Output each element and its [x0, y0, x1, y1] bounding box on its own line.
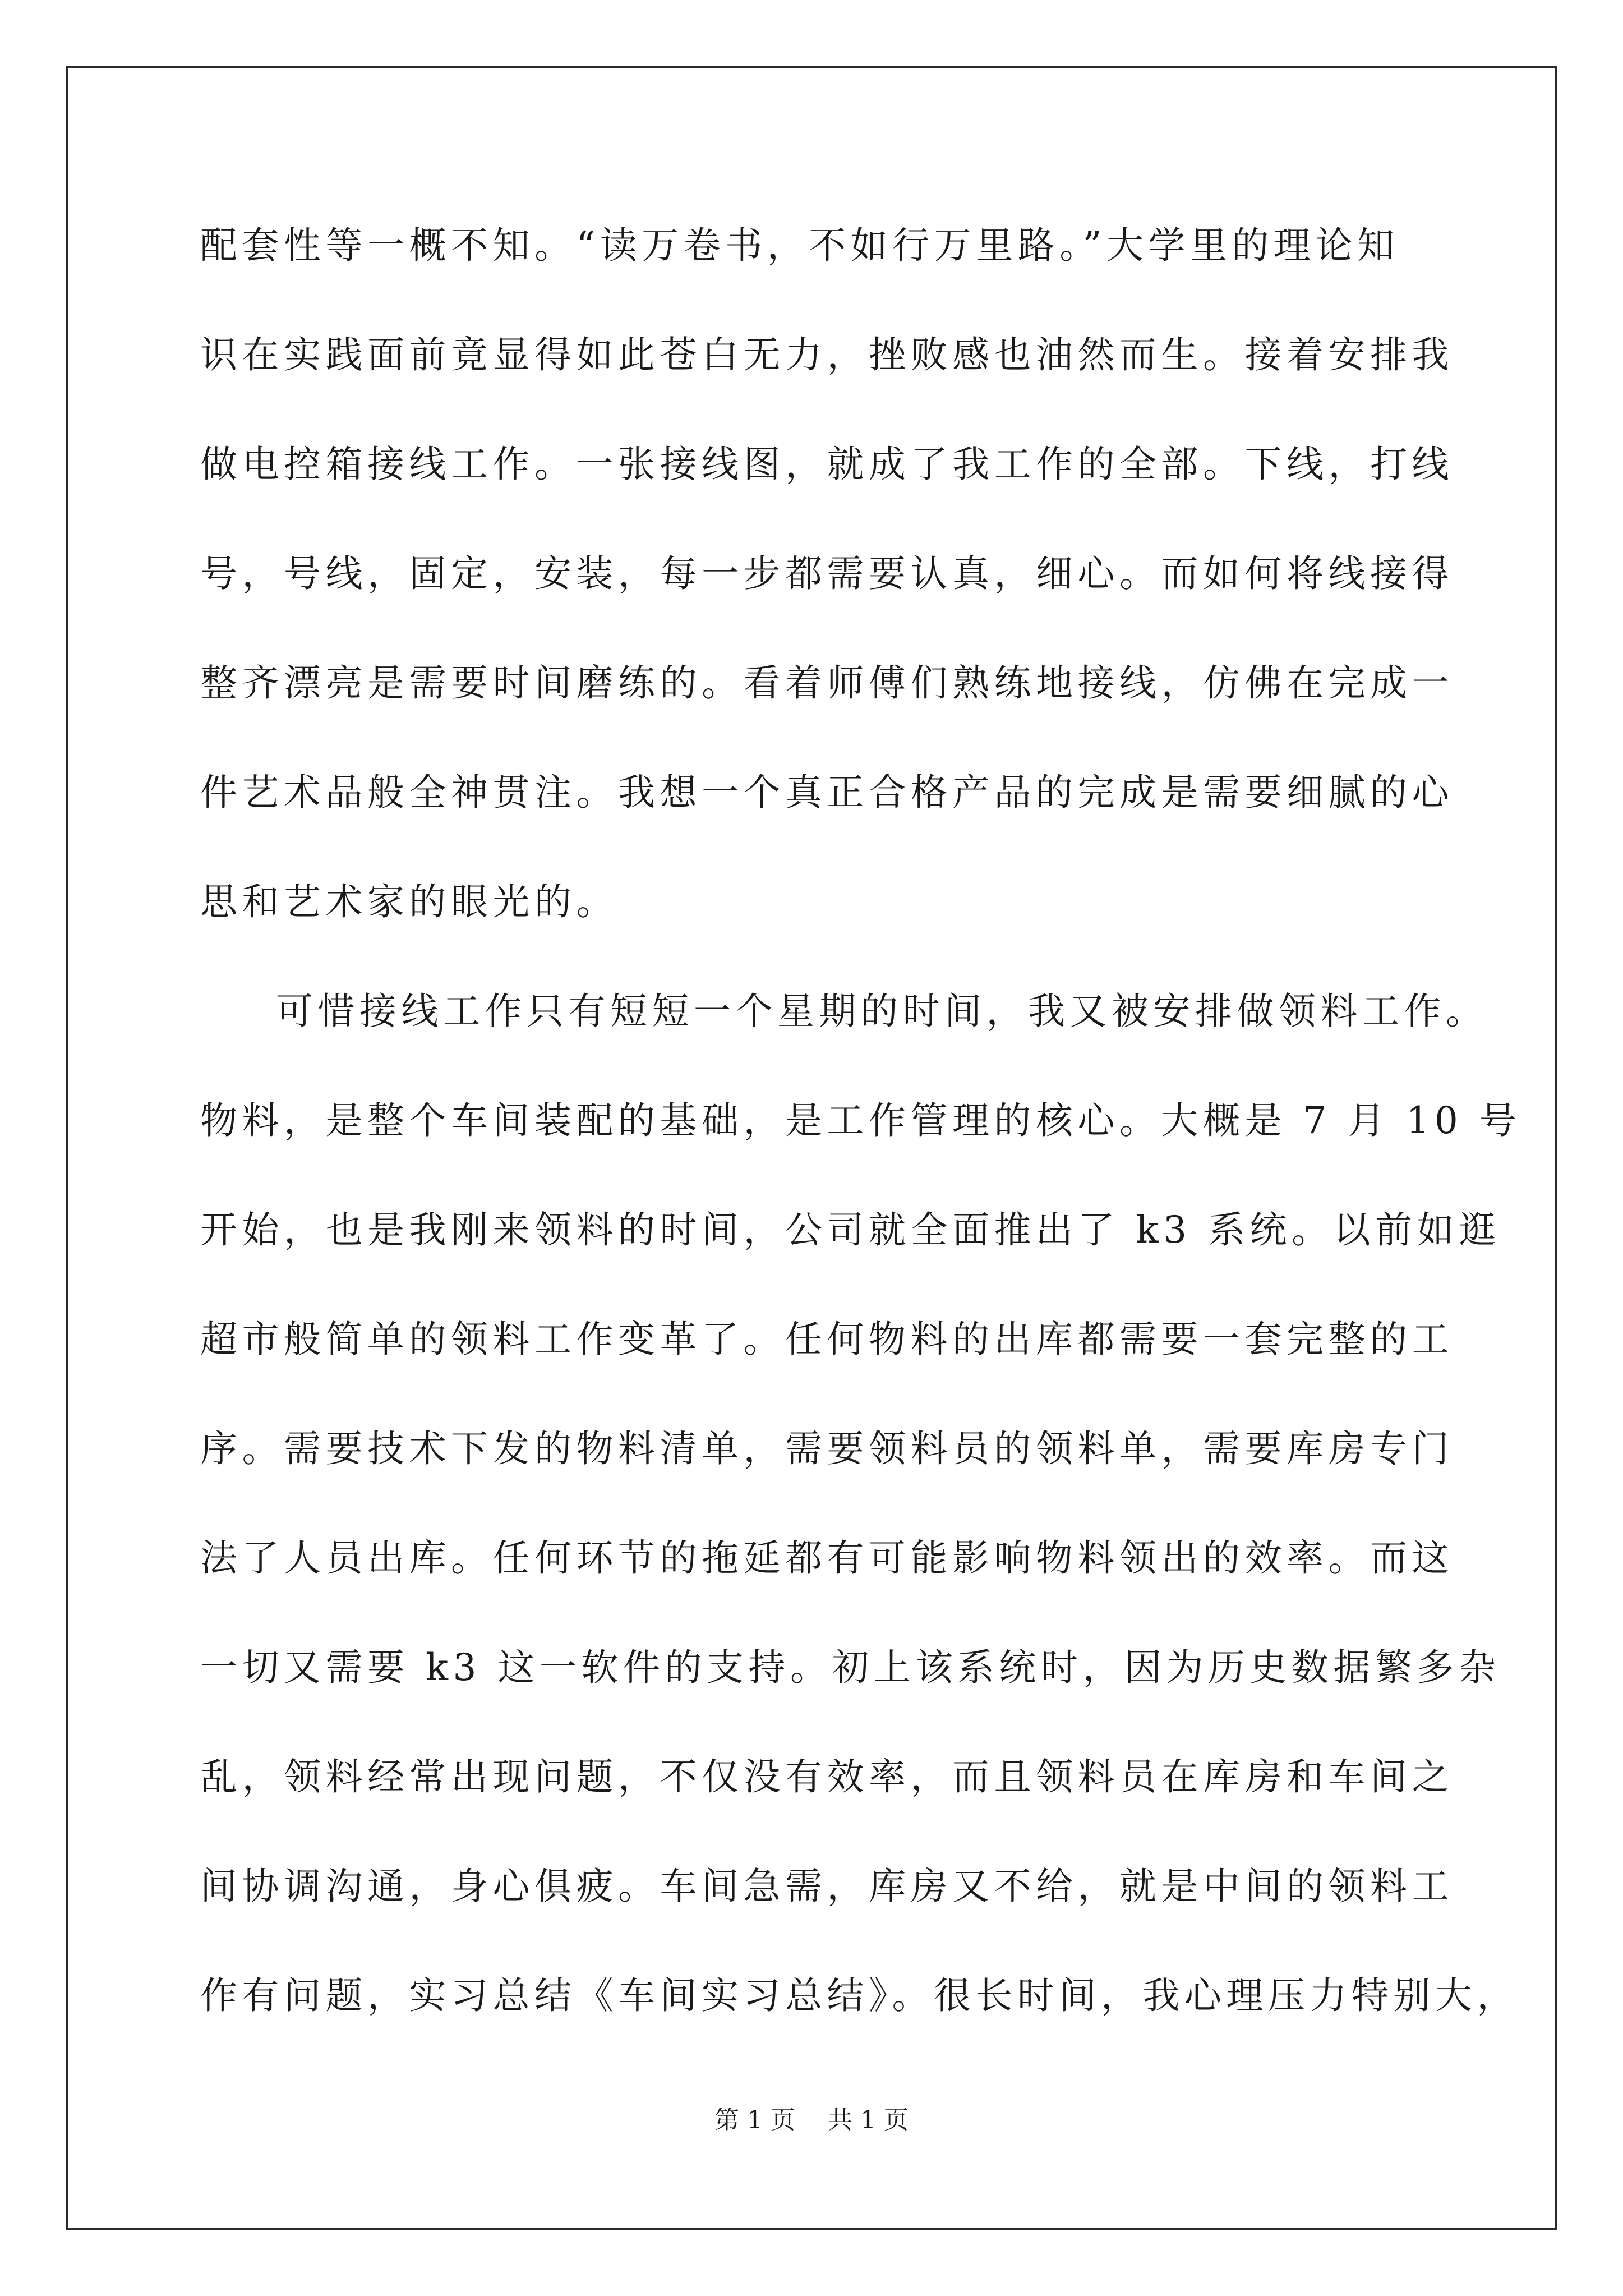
- text-line: 配套性等一概不知。“读万卷书，不如行万里路。”大学里的理论知: [200, 224, 1399, 267]
- text-line: 一切又需要 k3 这一软件的支持。初上该系统时，因为历史数据繁多杂: [200, 1646, 1501, 1689]
- text-line: 开始，也是我刚来领料的时间，公司就全面推出了 k3 系统。以前如逛: [200, 1208, 1501, 1251]
- text-line: 整齐漂亮是需要时间磨练的。看着师傅们熟练地接线，仿佛在完成一: [200, 661, 1454, 705]
- text-line: 件艺术品般全神贯注。我想一个真正合格产品的完成是需要细腻的心: [200, 771, 1454, 814]
- text-line: 超市般简单的领料工作变革了。任何物料的出库都需要一套完整的工: [200, 1318, 1454, 1361]
- text-line: 识在实践面前竟显得如此苍白无力，挫败感也油然而生。接着安排我: [200, 333, 1454, 376]
- text-line: 序。需要技术下发的物料清单，需要领料员的领料单，需要库房专门: [200, 1427, 1454, 1470]
- text-line: 法了人员出库。任何环节的拖延都有可能影响物料领出的效率。而这: [200, 1536, 1454, 1580]
- page-footer: [0, 2108, 1623, 2133]
- paragraph-first-line: 可惜接线工作只有短短一个星期的时间，我又被安排做领料工作。: [276, 990, 1488, 1033]
- text-line: 号，号线，固定，安装，每一步都需要认真，细心。而如何将线接得: [200, 552, 1454, 595]
- page-number: 第 1 页: [714, 2106, 795, 2134]
- text-line: 物料，是整个车间装配的基础，是工作管理的核心。大概是 7 月 10 号: [200, 1099, 1521, 1142]
- text-line: 做电控箱接线工作。一张接线图，就成了我工作的全部。下线，打线: [200, 443, 1454, 486]
- text-line: 思和艺术家的眼光的。: [200, 880, 618, 923]
- page-total: 共 1 页: [828, 2106, 909, 2134]
- text-line: 乱，领料经常出现问题，不仅没有效率，而且领料员在库房和车间之: [200, 1755, 1454, 1798]
- text-line: 间协调沟通，身心俱疲。车间急需，库房又不给，就是中间的领料工: [200, 1865, 1454, 1908]
- text-line: 作有问题，实习总结《车间实习总结》。很长时间，我心理压力特别大，: [200, 1974, 1519, 2017]
